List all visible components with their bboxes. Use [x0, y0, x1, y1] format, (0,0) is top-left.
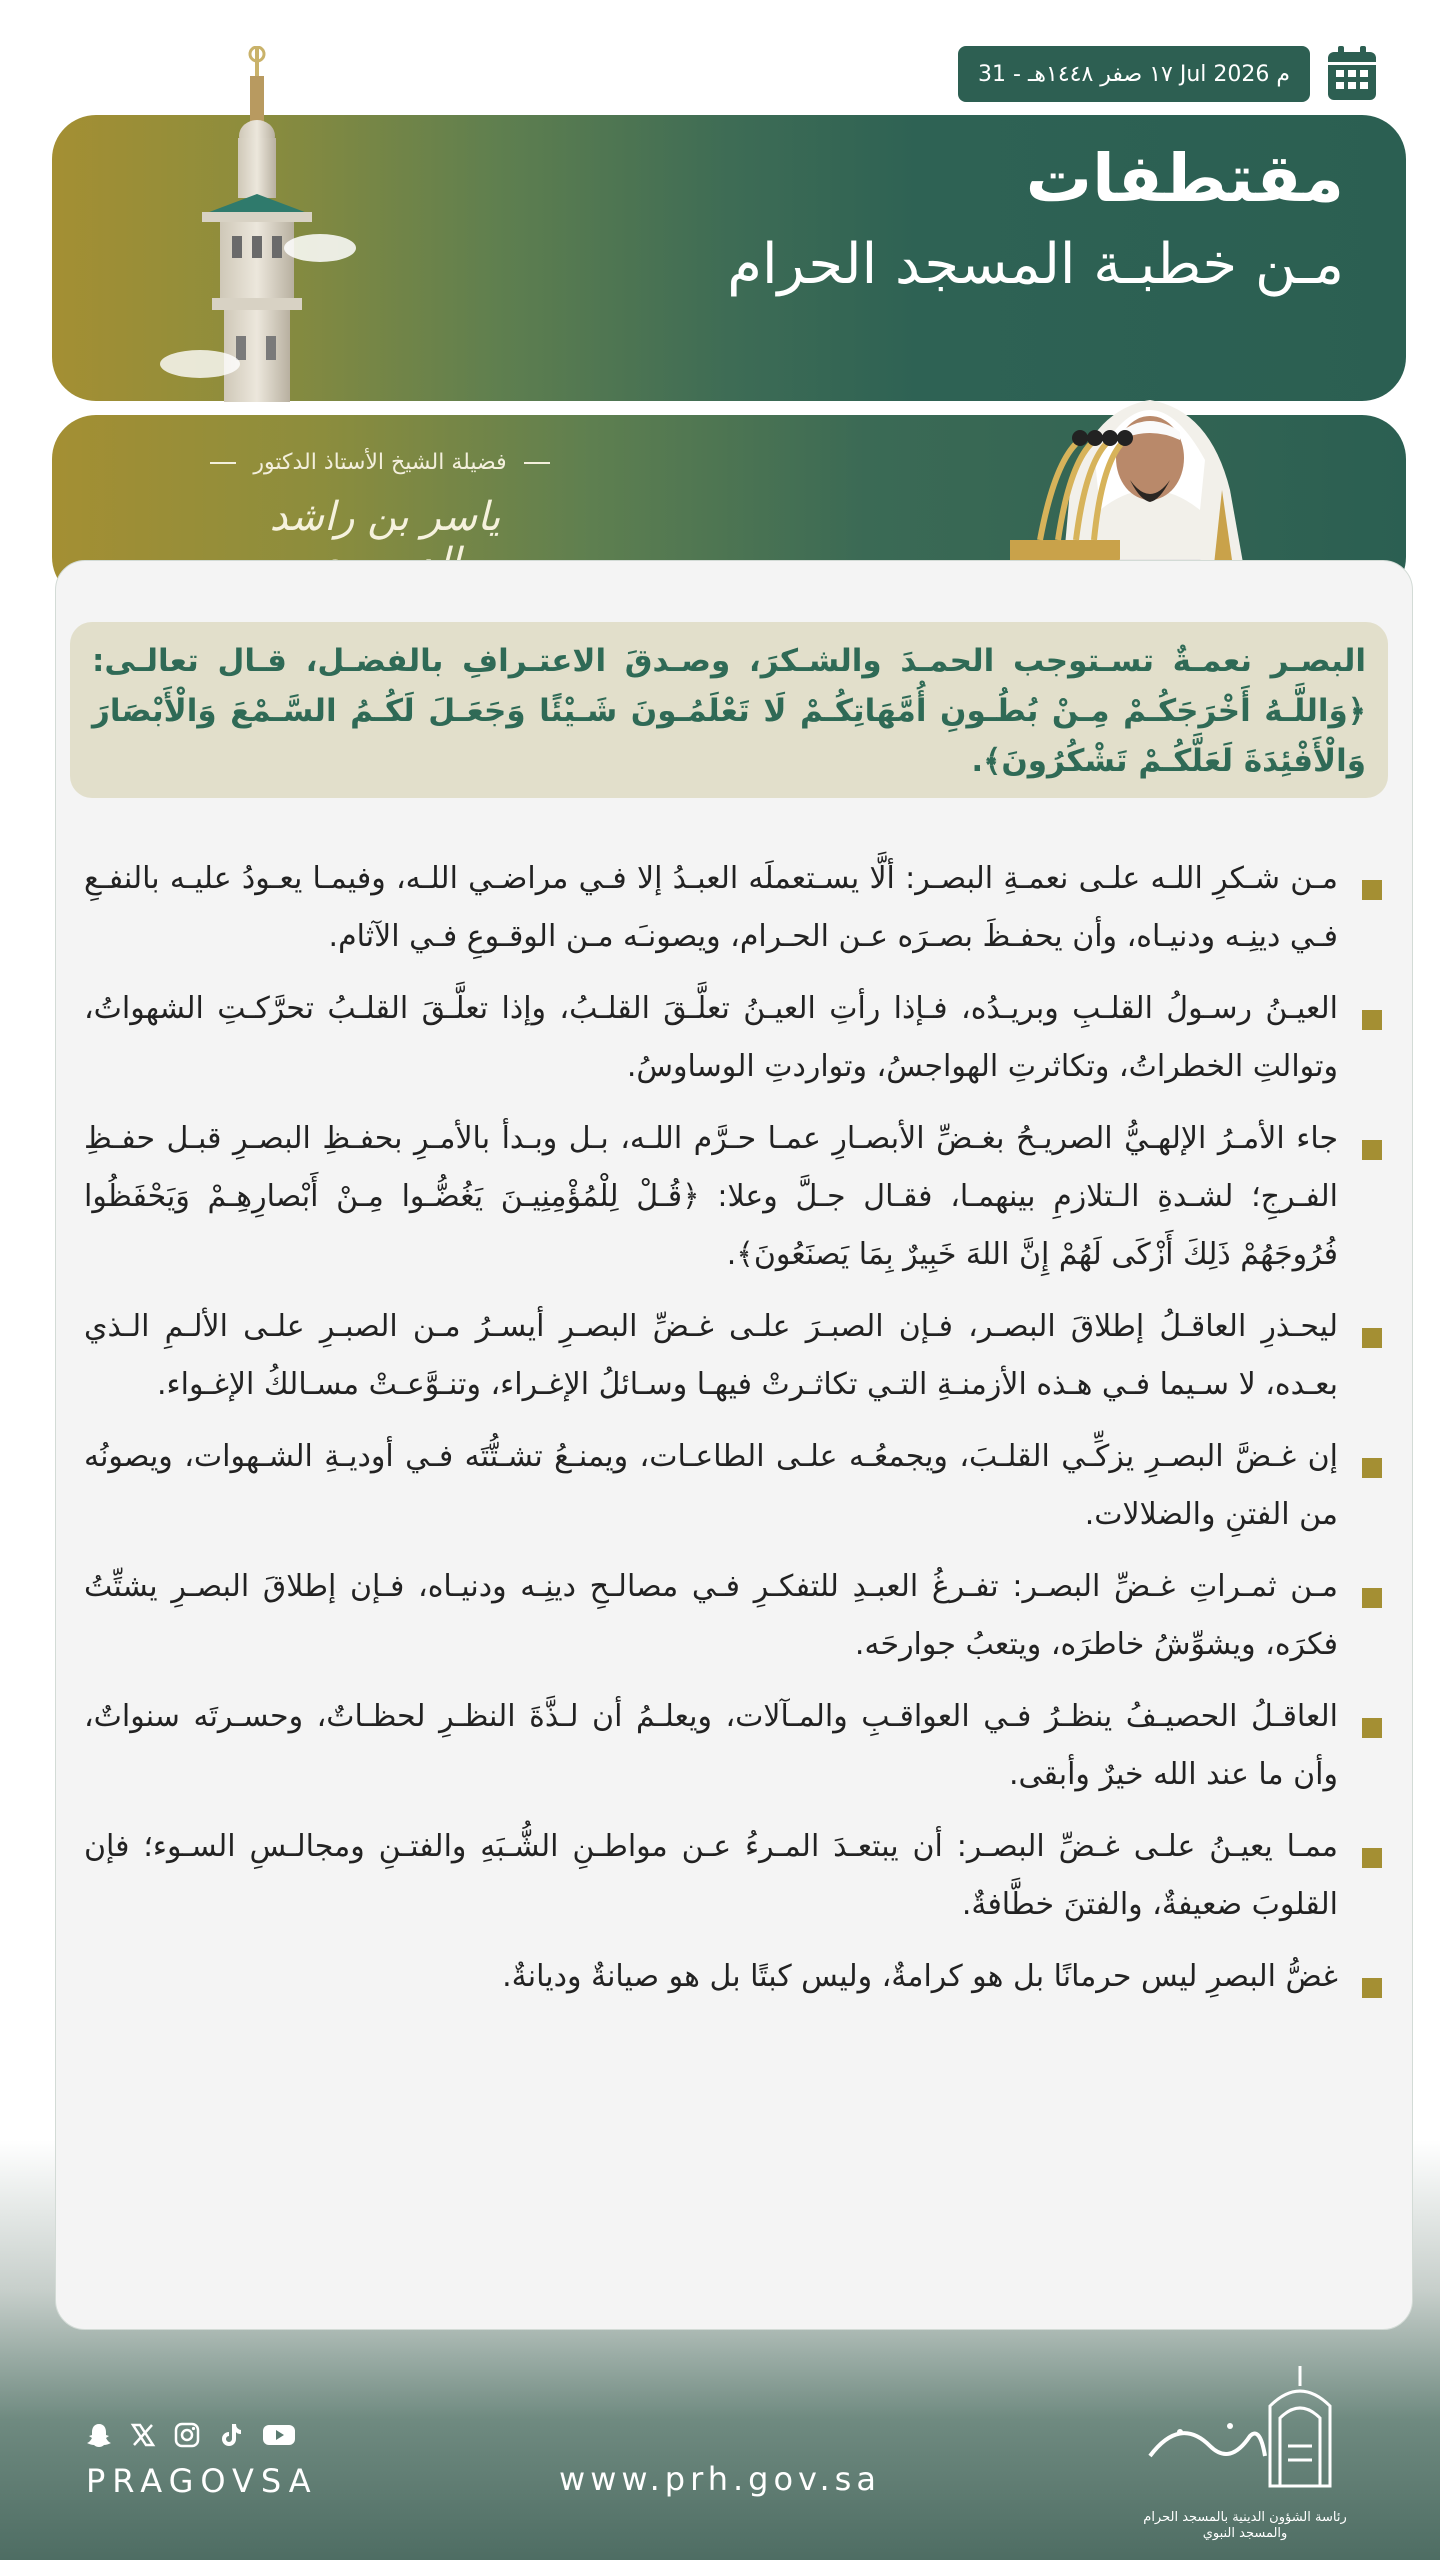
list-item: ممـا يعيـنُ علـى غـضِّ البصـر: أن يبتعـدَ المـرءُ عـن مواطـنِ الشُّـبَهِ والفتـنِ ومجالـسِ السـوء؛ فإن القلوبَ ضعيفةٌ، والفتنَ خطَّافةٌ.: [84, 1818, 1384, 1934]
list-item: العاقـلُ الحصيـفُ ينظـرُ فـي العواقـبِ والمـآلات، ويعلـمُ أن لـذَّةَ النظـرِ لحظـاتٌ، وحسـرتَه سنواتٌ، وأن ما عند الله خيرٌ وأبقى.: [84, 1688, 1384, 1804]
bullet-square-icon: [1362, 1588, 1382, 1608]
speaker-title: [200, 450, 560, 475]
list-item: جاء الأمـرُ الإلهـيُّ الصريـحُ بغـضِّ الأبصـارِ عمـا حـرَّم اللـه، بـل وبـدأ بالأمـرِ بحفـظِ البصـرِ قبـل حفـظِ الفـرجِ؛ لشـدةِ الـتلازمِ بينهمـا، فقـال جـلَّ وعلا: ﴿قُـلْ لِلْمُؤْمِنِيـنَ يَغُضُّـوا مِـنْ أَبْصارِهِـمْ وَيَحْفَظُوا فُرُوجَهُمْ ذَلِكَ أَزْكَى لَهُمْ إِنَّ اللهَ خَبِيرٌ بِمَا يَصنَعُونَ﴾.: [84, 1110, 1384, 1284]
calendar-icon: [1326, 44, 1378, 102]
instagram-icon[interactable]: [174, 2422, 200, 2448]
presidency-logo-icon: [1140, 2356, 1350, 2506]
speaker-title-text: فضيلة الشيخ الأستاذ الدكتور: [253, 450, 507, 475]
decor-dash-icon: [524, 462, 550, 464]
list-item: العيـنُ رسـولُ القلـبِ وبريـدُه، فـإذا رأتِ العيـنُ تعلَّـقَ القلـبُ، وإذا تعلَّـقَ القلـبُ تحرَّكـتِ الشهواتُ، وتوالتِ الخطراتُ، وتكاثرتِ الهواجسُ، وتواردتِ الوساوسُ.: [84, 980, 1384, 1096]
bullet-list: [84, 850, 1384, 2020]
decor-dash-icon: [210, 462, 236, 464]
bullet-square-icon: [1362, 1848, 1382, 1868]
intro-quote: [70, 622, 1388, 798]
bullet-square-icon: [1362, 1458, 1382, 1478]
logo-caption: رئاسة الشؤون الدينية بالمسجد الحرام والمسجد النبوي: [1143, 2510, 1347, 2541]
minaret-image: [140, 46, 380, 402]
bullet-square-icon: [1362, 1978, 1382, 1998]
list-item: إن غـضَّ البصـرِ يزكِّـي القلـبَ، ويجمعُـه علـى الطاعـات، ويمنـعُ تشـتُّتَه فـي أوديـةِ الشـهوات، ويصونُه من الفتنِ والضلالات.: [84, 1428, 1384, 1544]
website-link[interactable]: www.prh.gov.sa: [559, 2460, 881, 2498]
page-title: مقتطفات: [1025, 140, 1344, 217]
bullet-square-icon: [1362, 1140, 1382, 1160]
tiktok-icon[interactable]: [218, 2422, 244, 2448]
bullet-square-icon: [1362, 1328, 1382, 1348]
date-badge: [958, 46, 1310, 102]
list-item: مـن ثمـراتِ غـضِّ البصـر: تفـرغُ العبـدِ للتفكـرِ فـي مصالـحِ دينِـه ودنيـاه، فـإن إطلاقَ البصـرِ يشتِّتُ فكرَه، ويشوِّشُ خاطرَه، ويتعبُ جوارحَه.: [84, 1558, 1384, 1674]
intro-text: البصـر نعمـةٌ تسـتوجب الحمـدَ والشـكرَ، وصـدقَ الاعتـرافِ بالفضـل، قـال تعالـى: ﴿وَاللَّـهُ أَخْرَجَكُـمْ مِـنْ بُطُـونِ أُمَّهَاتِكُـمْ لَا تَعْلَمُـونَ شَـيْئًا وَجَعَـلَ لَكُـمُ السَّـمْعَ وَالْأَبْصَارَ وَالْأَفْئِدَةَ لَعَلَّكُـمْ تَشْكُرُونَ﴾.: [92, 643, 1366, 779]
speaker-name: ياسر بن راشد: [269, 494, 501, 540]
list-item: ليحـذرِ العاقـلُ إطلاقَ البصـر، فـإن الصبـرَ علـى غـضِّ البصـرِ أيسـرُ مـن الصبـرِ علـى الألـمِ الـذي بعـده، لا سـيما فـي هـذه الأزمنـةِ التـي تكاثـرتْ فيهـا وسـائلُ الإغـراء، وتنـوَّعـتْ مسـالكُ الإغـواء.: [84, 1298, 1384, 1414]
list-item: مـن شـكرِ اللـه علـى نعمـةِ البصـر: ألَّا يسـتعملَه العبـدُ إلا فـي مراضـي اللـه، وفيمـا يعـودُ عليـه بالنفـعِ فـي دينِـه ودنيـاه، وأن يحفـظَ بصـرَه عـن الحـرام، ويصونـَه مـن الوقـوعِ فـي الآثام.: [84, 850, 1384, 966]
x-icon[interactable]: [130, 2422, 156, 2448]
page-subtitle: مـن خطبـة المسجد الحرام: [727, 232, 1344, 297]
list-item: غضُّ البصرِ ليس حرمانًا بل هو كرامةٌ، وليس كبتًا بل هو صيانةٌ وديانةٌ.: [84, 1948, 1384, 2006]
bullet-square-icon: [1362, 1718, 1382, 1738]
youtube-icon[interactable]: [262, 2422, 296, 2448]
date-text: ١٧ صفر ١٤٤٨هـ - 31 Jul 2026 م: [978, 61, 1290, 87]
social-handle[interactable]: PRAGOVSA: [86, 2462, 318, 2500]
social-links: [86, 2422, 296, 2448]
bullet-square-icon: [1362, 1010, 1382, 1030]
bullet-square-icon: [1362, 880, 1382, 900]
snapchat-icon[interactable]: [86, 2422, 112, 2448]
